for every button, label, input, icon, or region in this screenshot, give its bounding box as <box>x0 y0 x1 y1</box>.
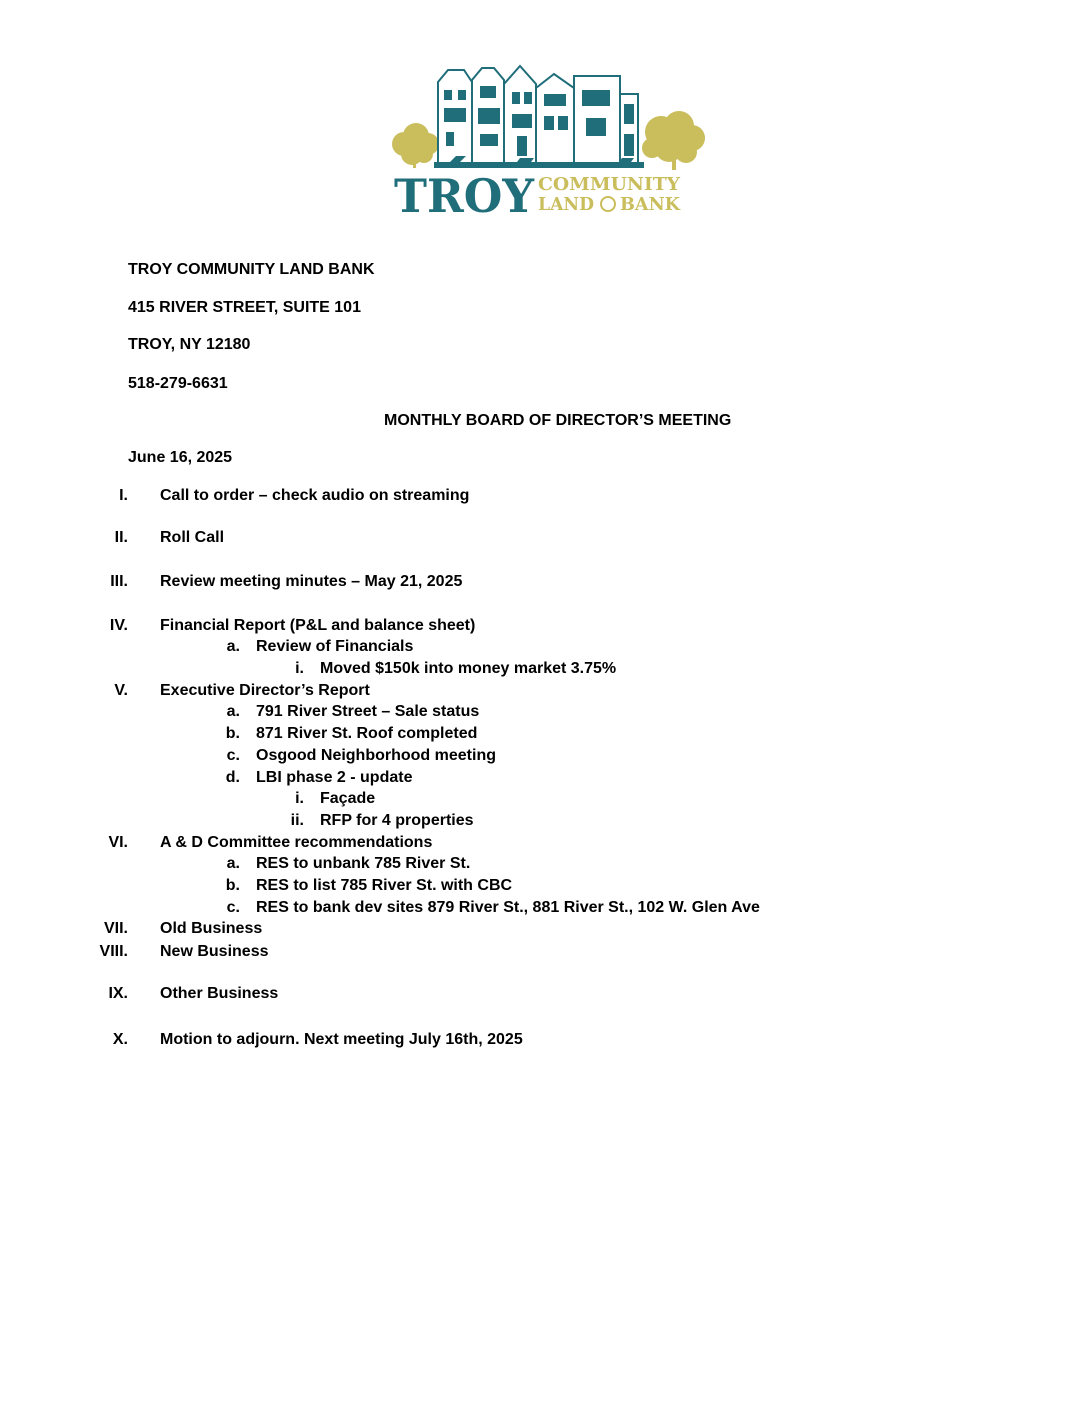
agenda-item-text: Executive Director’s Report <box>160 682 370 699</box>
org-name: TROY COMMUNITY LAND BANK <box>128 261 375 278</box>
sub-item-text: RES to list 785 River St. with CBC <box>256 877 513 894</box>
agenda-item-text: Financial Report (P&L and balance sheet) <box>160 617 476 634</box>
phone-number: 518-279-6631 <box>128 375 228 392</box>
city-address: TROY, NY 12180 <box>128 336 251 353</box>
logo-word-bank: BANK <box>620 194 682 215</box>
row-houses-logo-icon <box>386 62 708 220</box>
sub-item-letter: c. <box>226 747 240 764</box>
logo-word-community: COMMUNITY <box>538 174 682 195</box>
sub-item-letter: d. <box>225 769 240 786</box>
sub-item-letter: b. <box>225 877 240 894</box>
sub-item-letter: c. <box>226 899 240 916</box>
meeting-title: MONTHLY BOARD OF DIRECTOR’S MEETING <box>384 412 732 429</box>
sub-sub-item-numeral: ii. <box>290 812 304 829</box>
sub-sub-item-text: RFP for 4 properties <box>320 812 474 829</box>
sub-sub-item-text: Façade <box>320 790 376 807</box>
troy-land-bank-logo <box>386 62 708 220</box>
logo-word-troy: TROY <box>394 169 536 220</box>
agenda-item-text: Roll Call <box>160 529 225 546</box>
sub-item-letter: b. <box>225 725 240 742</box>
agenda-item-text: Review meeting minutes – May 21, 2025 <box>160 573 463 590</box>
sub-item-text: 791 River Street – Sale status <box>256 703 480 720</box>
sub-sub-item-text: Moved $150k into money market 3.75% <box>320 660 617 677</box>
sub-item-text: LBI phase 2 - update <box>256 769 413 786</box>
sub-item-letter: a. <box>226 855 240 872</box>
sub-item-text: Osgood Neighborhood meeting <box>256 747 496 764</box>
agenda-item-number: X. <box>112 1031 128 1048</box>
agenda-item-text: Old Business <box>160 920 263 937</box>
agenda-item-number: VI. <box>108 834 128 851</box>
meeting-date: June 16, 2025 <box>128 449 233 466</box>
agenda-item-text: Other Business <box>160 985 279 1002</box>
logo-word-land: LAND <box>538 194 594 215</box>
sub-item-text: RES to bank dev sites 879 River St., 881 River St., 102 W. Glen Ave <box>256 899 760 916</box>
agenda-item-number: VII. <box>103 920 128 937</box>
sub-item-letter: a. <box>226 703 240 720</box>
agenda-item-text: Motion to adjourn. Next meeting July 16th, 2025 <box>160 1031 523 1048</box>
agenda-item-text: A & D Committee recommendations <box>160 834 433 851</box>
agenda-item-number: V. <box>114 682 128 699</box>
agenda-item-text: Call to order – check audio on streaming <box>160 487 470 504</box>
sub-item-text: 871 River St. Roof completed <box>256 725 478 742</box>
agenda-item-text: New Business <box>160 943 269 960</box>
agenda-item-number: III. <box>110 573 128 590</box>
agenda-item-number: IX. <box>108 985 128 1002</box>
agenda-item-number: I. <box>119 487 128 504</box>
sub-sub-item-numeral: i. <box>295 790 304 807</box>
agenda-item-number: II. <box>114 529 128 546</box>
street-address: 415 RIVER STREET, SUITE 101 <box>128 299 361 316</box>
agenda-item-number: VIII. <box>99 943 128 960</box>
agenda-item-number: IV. <box>109 617 128 634</box>
sub-item-letter: a. <box>226 638 240 655</box>
sub-item-text: RES to unbank 785 River St. <box>256 855 471 872</box>
sub-item-text: Review of Financials <box>256 638 414 655</box>
sub-sub-item-numeral: i. <box>295 660 304 677</box>
